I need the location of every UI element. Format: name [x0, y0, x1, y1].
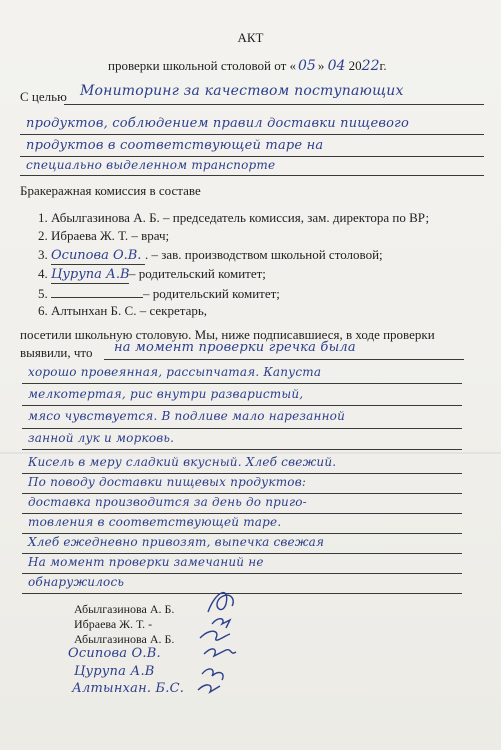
- finding-line-12: обнаружилось: [28, 575, 125, 589]
- signature-printed-name-3: Абылгазинова А. Б.: [74, 632, 175, 646]
- commission-intro: Бракеражная комиссия в составе: [20, 183, 201, 198]
- findings-intro-1: посетили школьную столовую. Мы, ниже подписавшиеся, в ходе проверки: [20, 327, 435, 342]
- signature-marks-svg: [196, 576, 256, 696]
- signature-hand-name-3: Алтынхан. Б.С.: [72, 681, 185, 696]
- underline: [22, 573, 462, 574]
- underline: [20, 134, 484, 135]
- finding-line-5: занной лук и морковь.: [28, 431, 175, 445]
- member-1: [38, 210, 429, 226]
- finding-line-2: хорошо провеянная, рассыпчатая. Капуста: [28, 365, 322, 379]
- underline: [22, 405, 462, 406]
- member-3: [38, 247, 383, 265]
- finding-line-9: товления в соответствующей таре.: [28, 515, 282, 529]
- member-num: 1.: [38, 210, 48, 225]
- member-text: Ибраева Ж. Т. – врач;: [51, 228, 170, 243]
- finding-line-1: на момент проверки гречка была: [114, 340, 356, 355]
- signature-scribble-2: [212, 619, 230, 628]
- date-day: 05: [298, 58, 316, 74]
- signature-scribble-5: [202, 669, 223, 680]
- member-num: 4.: [38, 266, 48, 281]
- member-4: [38, 266, 266, 284]
- member-text: Абылгазинова А. Б. – председатель комиссия, зам. директора по ВР;: [51, 210, 430, 225]
- underline: [22, 553, 462, 554]
- signature-hand-name-1: Осипова О.В.: [68, 646, 161, 661]
- member-text: . – зав. производством школьной столовой;: [145, 247, 383, 262]
- member-6: [38, 303, 207, 319]
- member-2: [38, 228, 169, 244]
- underline: [20, 156, 484, 157]
- document-subtitle: проверки школьной столовой от « 05 » 04 2022г.: [108, 58, 387, 74]
- member-num: 6.: [38, 303, 48, 318]
- underline: [104, 359, 464, 360]
- purpose-label: С целью: [20, 89, 67, 104]
- underline: [20, 175, 484, 176]
- underline: [22, 428, 462, 429]
- findings-intro-2: выявили, что: [20, 345, 93, 360]
- finding-line-7: По поводу доставки пищевых продуктов:: [28, 475, 307, 489]
- purpose-line-2: продуктов, соблюдением правил доставки пищевого: [26, 116, 409, 131]
- date-year-end: г.: [379, 58, 387, 73]
- member-num: 3.: [38, 247, 48, 262]
- date-year-prefix: 20: [348, 58, 362, 73]
- member-text: – родительский комитет;: [143, 286, 280, 301]
- finding-line-3: мелкотертая, рис внутри разваристый,: [28, 387, 304, 401]
- finding-line-8: доставка производится за день до приго-: [28, 495, 307, 509]
- underline: [22, 513, 462, 514]
- member-hand-name: Осипова О.В.: [51, 248, 145, 265]
- signature-printed-name-1: Абылгазинова А. Б.: [74, 602, 175, 616]
- purpose-line-1: Мониторинг за качеством поступающих: [80, 83, 404, 99]
- signature-hand-name-2: Цурупа А.В: [74, 664, 155, 679]
- document-title: АКТ: [237, 30, 264, 45]
- subtitle-prefix: проверки школьной столовой от «: [108, 58, 296, 73]
- member-num: 5.: [38, 286, 48, 301]
- signature-scribble-1: [208, 593, 233, 612]
- signature-scribble-3: [200, 631, 230, 640]
- underline: [22, 493, 462, 494]
- underline: [22, 383, 462, 384]
- finding-line-11: На момент проверки замечаний не: [28, 555, 264, 569]
- finding-line-10: Хлеб ежедневно привозят, выпечка свежая: [28, 535, 325, 549]
- finding-line-6: Кисель в меру сладкий вкусный. Хлеб свежий.: [28, 455, 337, 469]
- signature-printed-name-2: Ибраева Ж. Т. -: [74, 617, 153, 631]
- paper-fold: [0, 452, 501, 454]
- member-hand-name: Цурупа А.В: [51, 267, 130, 282]
- member-blank: [51, 285, 143, 298]
- underline: [22, 449, 462, 450]
- date-year-suffix: 22: [361, 58, 380, 74]
- underline: [22, 533, 462, 534]
- member-text: Алтынхан Б. С. – секретарь,: [51, 303, 208, 318]
- member-5: [38, 285, 280, 302]
- finding-line-4: мясо чувствуется. В подливе мало нарезанной: [28, 409, 346, 423]
- purpose-line-4: специально выделенном транспорте: [26, 158, 276, 172]
- member-text: – родительский комитет;: [129, 266, 266, 281]
- purpose-line-3: продуктов в соответствующей таре на: [26, 138, 324, 153]
- signature-scribble-6: [198, 685, 220, 692]
- underline: [22, 473, 462, 474]
- underline: [64, 104, 484, 105]
- signature-scribble-4: [204, 649, 236, 656]
- member-num: 2.: [38, 228, 48, 243]
- date-month: 04: [327, 58, 346, 74]
